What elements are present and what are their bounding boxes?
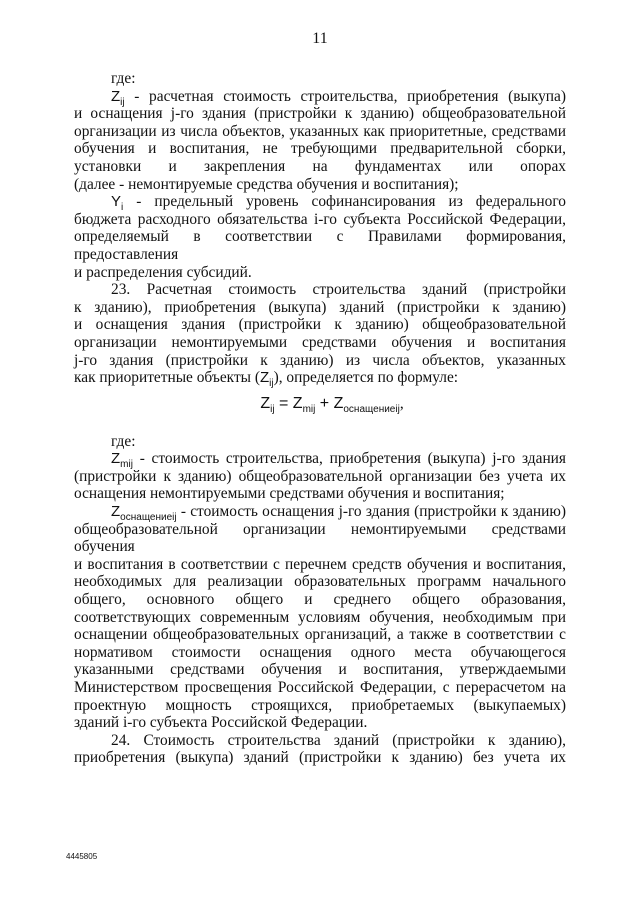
text-line: [74, 88, 566, 106]
formula-plus: +: [315, 394, 334, 412]
formula-lhs-subscript: ij: [270, 403, 275, 415]
text-line: и распределения субсидий.: [74, 263, 252, 281]
text-line: указанными средствами обучения и воспитания, утверждаемыми: [74, 661, 566, 679]
page-number: 11: [312, 30, 328, 47]
variable-symbol: Y: [111, 193, 122, 211]
document-body: [74, 70, 566, 767]
text-line: [74, 450, 566, 471]
line-text: - стоимость строительства, приобретения (выкупа) j-го здания: [139, 450, 566, 468]
text-line: соответствующих современным условиям обучения, необходимым при: [74, 608, 566, 626]
text-line: организации из числа объектов, указанных как приоритетные, средствами: [74, 122, 566, 140]
text-line: j-го здания (пристройки к зданию) из числа объектов, указанных: [74, 351, 566, 369]
text-line: к зданию), приобретения (выкупа) зданий (пристройки к зданию): [74, 298, 566, 316]
variable-symbol: Z: [111, 450, 121, 468]
text-line: установки и закрепления на фундаментах или опорах: [74, 157, 566, 175]
text-line: нормативом стоимости оснащения одного места обучающегося: [74, 643, 566, 661]
text-line: (пристройки к зданию) общеобразовательной организации без учета их: [74, 467, 566, 485]
variable-subscript: ij: [120, 96, 125, 108]
text-line: определяемый в соответствии с Правилами формирования, предоставления: [74, 228, 566, 263]
clause-24: [74, 732, 566, 767]
line-text: - расчетная стоимость строительства, приобретения (выкупа): [134, 87, 566, 105]
text-line: организации немонтируемыми средствами обучения и воспитания: [74, 333, 566, 351]
text-line: приобретения (выкупа) зданий (пристройки к зданию) без учета их: [74, 749, 566, 767]
text-line: проектную мощность строящихся, приобретаемых (выкупаемых): [74, 696, 566, 714]
line-text: - стоимость оснащения j-го здания (пристройки к зданию): [180, 503, 566, 521]
text-line: Министерством просвещения Российской Федерации, с перерасчетом на: [74, 679, 566, 696]
definition-zij: [74, 88, 566, 194]
where-label: где:: [111, 432, 136, 450]
text-line: 24. Стоимость строительства зданий (пристройки к зданию),: [111, 731, 566, 749]
line-text: - предельный уровень софинансирования из федерального: [136, 193, 566, 211]
text-line: [74, 369, 566, 390]
clause-23: [74, 281, 566, 390]
text-line: и воспитания в соответствии с перечнем средств обучения и воспитания,: [74, 555, 566, 573]
line-text: ), определяется по формуле:: [273, 369, 459, 387]
formula: [74, 387, 566, 421]
definition-yi: [74, 193, 566, 281]
text-line: оснащении общеобразовательных организаций, а также в соответствии с: [74, 626, 566, 644]
text-line: общеобразовательной организации немонтируемыми средствами обучения: [74, 520, 566, 556]
document-code: 4445805: [66, 852, 98, 861]
text-line: [74, 193, 566, 214]
definition-zosnashchenie: [74, 503, 566, 732]
text-line: обучения и воспитания, не требующими предварительной сборки,: [74, 140, 566, 158]
text-line: [74, 503, 566, 524]
variable-subscript: оснащениеij: [120, 512, 177, 524]
formula-end: ,: [399, 394, 404, 412]
text-line: бюджета расходного обязательства i-го субъекта Российской Федерации,: [74, 210, 566, 228]
formula-term-2-subscript: оснащениеij: [343, 403, 400, 415]
text-line: необходимых для реализации образовательных программ начального: [74, 573, 566, 591]
definition-zmij: [74, 450, 566, 503]
variable-symbol: Z: [111, 87, 121, 105]
where-label: где:: [111, 70, 136, 87]
variable-subscript: ij: [269, 378, 274, 390]
variable-subscript: i: [121, 202, 124, 214]
variable-symbol: Z: [259, 369, 270, 387]
formula-term-1-subscript: mij: [302, 403, 316, 415]
text-line: 23. Расчетная стоимость строительства зданий (пристройки: [111, 281, 566, 299]
formula-equals: =: [274, 394, 293, 412]
formula-lhs: Z: [260, 394, 271, 412]
text-line: (далее - немонтируемые средства обучения и воспитания);: [74, 175, 459, 193]
text-line: оснащения немонтируемыми средствами обучения и воспитания;: [74, 485, 505, 503]
text-line: и оснащения j-го здания (пристройки к зданию) общеобразовательной: [74, 105, 566, 123]
variable-symbol: Z: [111, 503, 121, 521]
formula-term-2: Z: [333, 394, 344, 412]
text-line: зданий i-го субъекта Российской Федерации.: [74, 714, 368, 732]
text-line: и оснащения здания (пристройки к зданию) общеобразовательной: [74, 316, 566, 334]
variable-subscript: mij: [120, 459, 133, 471]
formula-term-1: Z: [292, 394, 303, 412]
line-text: как приоритетные объекты (: [74, 369, 260, 387]
text-line: общего, основного общего и среднего общего образования,: [74, 591, 566, 609]
spacer: [74, 421, 566, 433]
